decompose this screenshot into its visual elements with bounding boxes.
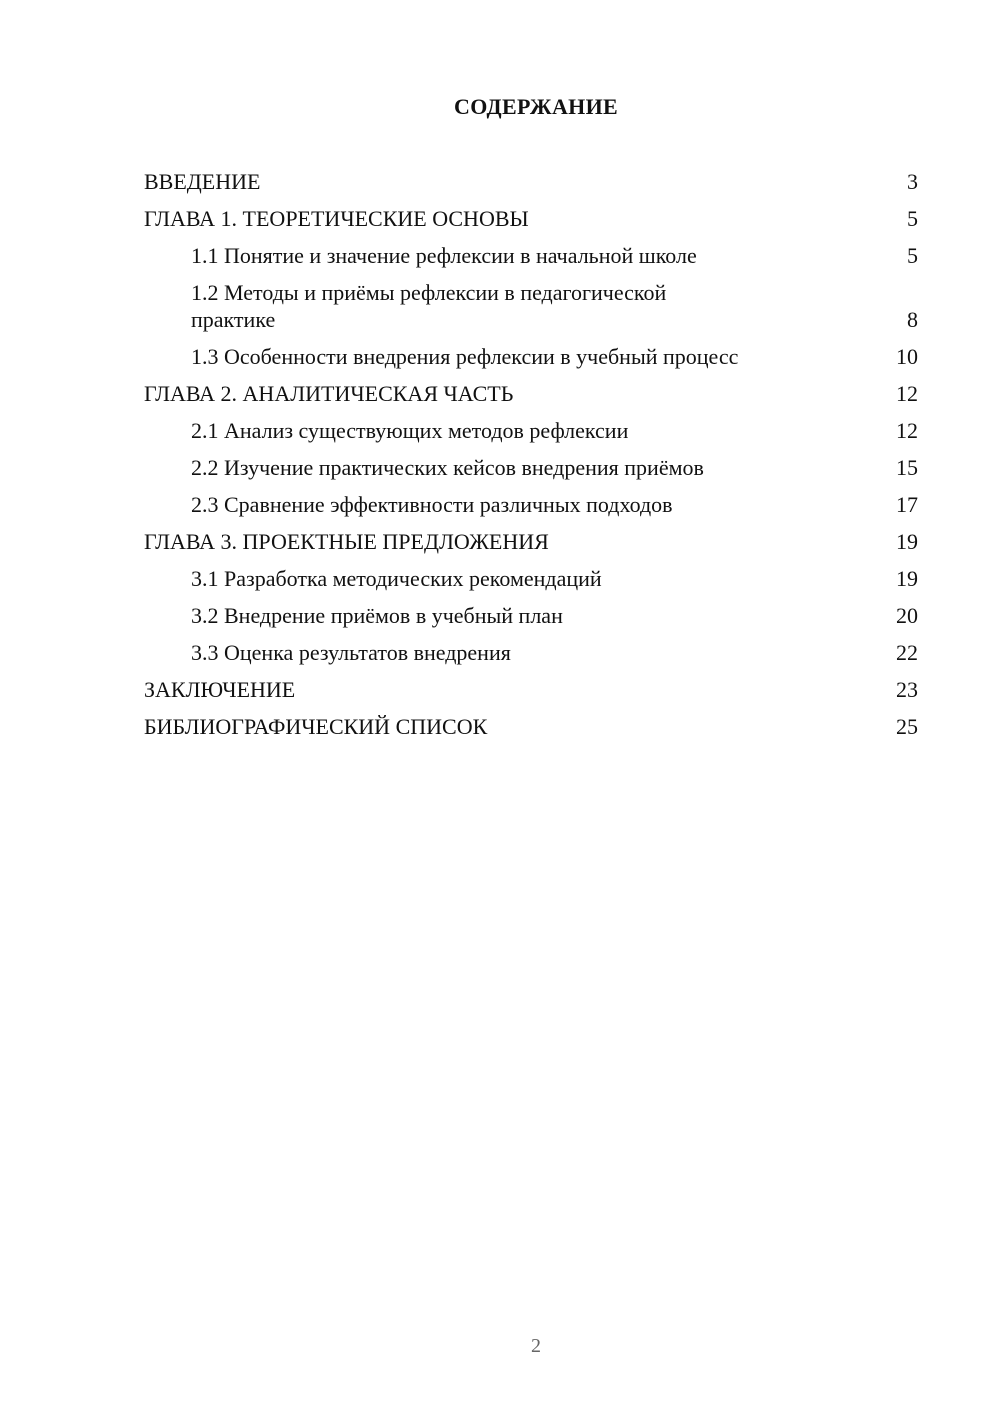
toc-entry-chapter-1[interactable] (144, 205, 918, 232)
toc-entry-page: 19 (896, 566, 918, 591)
toc-entry-label: 1.2 Методы и приёмы рефлексии в педагогической практике (191, 280, 667, 332)
toc-entry-page: 3 (907, 169, 918, 194)
toc-entry-label: 3.3 Оценка результатов внедрения (191, 640, 511, 665)
toc-entry-introduction[interactable] (144, 168, 918, 195)
page-title: СОДЕРЖАНИЕ (454, 94, 618, 119)
toc-entry-label: 1.3 Особенности внедрения рефлексии в учебный процесс (191, 344, 739, 369)
toc-entry-section-2-3[interactable] (144, 491, 918, 518)
toc-entry-section-3-1[interactable] (144, 565, 918, 592)
toc-entry-label: ЗАКЛЮЧЕНИЕ (144, 677, 296, 702)
page-number: 2 (531, 1335, 541, 1357)
toc-entry-label: ГЛАВА 2. АНАЛИТИЧЕСКАЯ ЧАСТЬ (144, 381, 514, 406)
toc-entry-chapter-3[interactable] (144, 528, 918, 555)
toc-entry-page: 10 (896, 344, 918, 369)
toc-entry-page: 22 (896, 640, 918, 665)
toc-entry-page: 23 (896, 677, 918, 702)
toc-entry-bibliography[interactable] (144, 713, 918, 740)
toc-entry-page: 5 (907, 206, 918, 231)
toc-entry-section-3-2[interactable] (144, 602, 918, 629)
toc-entry-section-2-2[interactable] (144, 454, 918, 481)
toc-entry-label: 1.1 Понятие и значение рефлексии в начальной школе (191, 243, 697, 268)
toc-entry-section-3-3[interactable] (144, 639, 918, 666)
toc-entry-label: БИБЛИОГРАФИЧЕСКИЙ СПИСОК (144, 714, 488, 739)
toc-entry-conclusion[interactable] (144, 676, 918, 703)
toc-entry-section-1-1[interactable] (144, 242, 918, 269)
toc-entry-label: ГЛАВА 1. ТЕОРЕТИЧЕСКИЕ ОСНОВЫ (144, 206, 529, 231)
toc-entry-label: 2.2 Изучение практических кейсов внедрения приёмов (191, 455, 704, 480)
toc-entry-page: 20 (896, 603, 918, 628)
toc-entry-page: 19 (896, 529, 918, 554)
toc-entry-page: 8 (907, 307, 918, 332)
toc-entry-chapter-2[interactable] (144, 380, 918, 407)
toc-entry-label: ГЛАВА 3. ПРОЕКТНЫЕ ПРЕДЛОЖЕНИЯ (144, 529, 549, 554)
toc-entry-label: ВВЕДЕНИЕ (144, 169, 261, 194)
toc-entry-page: 5 (907, 243, 918, 268)
toc-entry-label: 2.3 Сравнение эффективности различных подходов (191, 492, 673, 517)
toc-entry-page: 12 (896, 381, 918, 406)
toc-entry-section-1-2[interactable] (144, 279, 918, 333)
toc-entry-page: 17 (896, 492, 918, 517)
toc-entry-label: 3.2 Внедрение приёмов в учебный план (191, 603, 563, 628)
toc-entry-section-2-1[interactable] (144, 417, 918, 444)
toc-entry-page: 15 (896, 455, 918, 480)
toc-entry-section-1-3[interactable] (144, 343, 918, 370)
toc-entry-page: 25 (896, 714, 918, 739)
toc-entry-label: 2.1 Анализ существующих методов рефлексии (191, 418, 629, 443)
toc-entry-page: 12 (896, 418, 918, 443)
toc-entry-label: 3.1 Разработка методических рекомендаций (191, 566, 602, 591)
table-of-contents (144, 168, 918, 750)
